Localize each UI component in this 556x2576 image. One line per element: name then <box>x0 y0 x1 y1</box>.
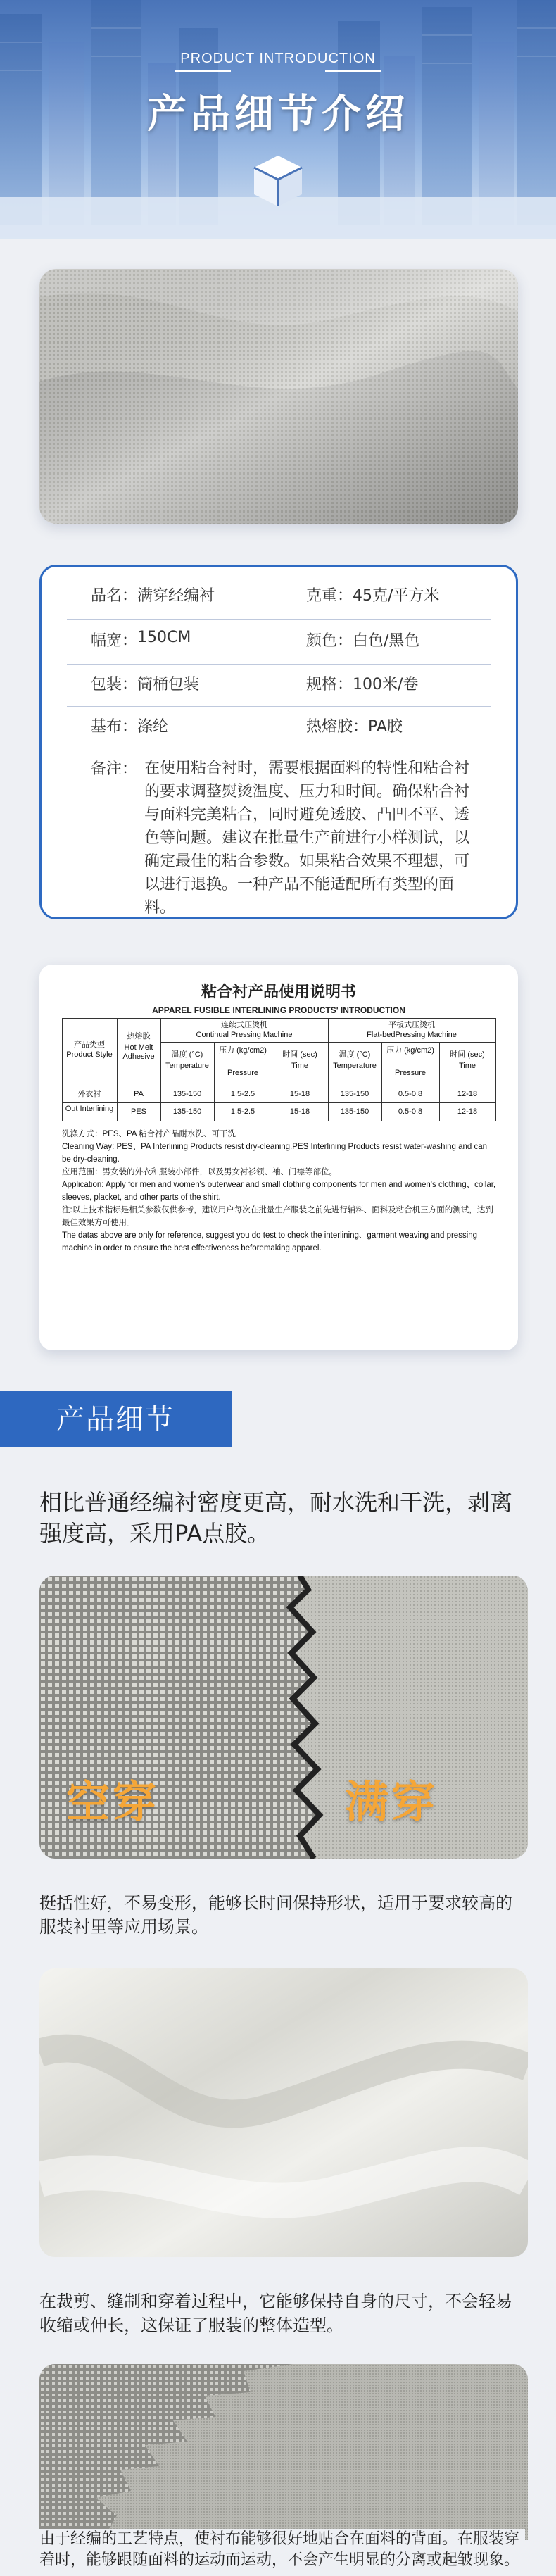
cell: 15-18 <box>289 1107 310 1116</box>
spec-label: 基布： <box>91 718 138 736</box>
th-sub: 压力 (kg/cm2) <box>386 1046 434 1055</box>
spec-label: 颜色： <box>306 632 353 650</box>
th-sub: 温度 (°C) <box>171 1050 203 1059</box>
spec-label: 规格： <box>306 676 353 693</box>
hero-subtitle: PRODUCT INTRODUCTION <box>180 51 376 66</box>
spec-value: 筒桶包装 <box>137 676 200 693</box>
caption-fit: 由于经编的工艺特点，使衬布能够很好地贴合在面料的背面。在服装穿着时，能够跟随面料的运动而运动，不会产生明显的分离或起皱现象。 <box>39 2529 525 2571</box>
row-head-en: Out Interlining <box>65 1105 114 1113</box>
caption-stability: 在裁剪、缝制和穿着过程中，它能够保持自身的尺寸，不会轻易收缩或伸长，这保证了服装的整体造型。 <box>39 2292 512 2335</box>
divider <box>67 706 491 707</box>
spec-row <box>42 672 516 703</box>
th-sub-en: Time <box>291 1062 309 1070</box>
spec-value: 150CM <box>137 629 191 646</box>
spec-value: 100米/卷 <box>353 676 419 693</box>
comparison-photo <box>39 1576 528 1859</box>
th-group1-en: Continual Pressing Machine <box>196 1031 293 1039</box>
apply-cn: 应用范围：男女装的外衣和服装小部件，以及男女衬衫领、袖、门襟等部位。 <box>62 1168 337 1176</box>
th-adhesive-en: Hot Melt Adhesive <box>122 1043 155 1061</box>
cell: 1.5-2.5 <box>230 1107 255 1116</box>
cell: 0.5-0.8 <box>398 1107 423 1116</box>
th-adhesive-cn: 热熔胶 <box>127 1032 151 1041</box>
row-head-cn: 外衣衬 <box>77 1090 101 1098</box>
note-text: 在使用粘合衬时，需要根据面料的特性和粘合衬的要求调整熨烫温度、压力和时间。确保粘合衬与面料完美粘合，同时避免透胶、凸凹不平、透色等问题。建议在批量生产前进行小样测试，以确定最佳的粘合参数。如果粘合效果不理想，可以进行退换。一种产品不能适配所有类型的面料。 <box>144 760 470 917</box>
spec-label: 克重： <box>306 587 353 605</box>
hero-rule-left <box>175 70 231 72</box>
spec-label: 包装： <box>91 676 138 693</box>
table-rule <box>160 1042 495 1043</box>
guide-title-en: APPAREL FUSIBLE INTERLINING PRODUCTS' INTRODUCTION <box>152 1005 405 1015</box>
spec-table <box>39 565 518 919</box>
guide-title: 粘合衬产品使用说明书 <box>201 984 356 1001</box>
spec-label: 热熔胶： <box>306 718 369 736</box>
spec-value: 45克/平方米 <box>353 587 440 605</box>
spec-label: 幅宽： <box>91 632 138 650</box>
th-sub-en: Temperature <box>165 1062 209 1070</box>
label-full-weave: 满穿 <box>345 1776 438 1828</box>
cell: 135-150 <box>340 1090 369 1098</box>
hero-title: 产品细节介绍 <box>147 92 409 137</box>
th-sub: 时间 (sec) <box>450 1050 485 1059</box>
th-sub: 压力 (kg/cm2) <box>219 1046 267 1055</box>
th-style-en: Product Style <box>66 1050 113 1059</box>
guide-notes <box>62 1128 498 1255</box>
table-rule <box>62 1102 495 1103</box>
th-style-cn: 产品类型 <box>74 1041 105 1049</box>
th-group1-cn: 连续式压烫机 <box>221 1021 267 1029</box>
divider <box>67 664 491 665</box>
cell: 12-18 <box>457 1090 478 1098</box>
wash-en: Cleaning Way: PES、PA Interlining Products resist dry-cleaning.PES Interlining Products resist water-washing and can be dry-cleaning. <box>62 1143 488 1164</box>
wash-cn: 洗涤方式：PES、PA 粘合衬产品耐水洗、可干洗 <box>62 1130 236 1138</box>
cell: 1.5-2.5 <box>230 1090 255 1098</box>
apply-en: Application: Apply for men and women's outerwear and small clothing components for men and women's clothing、collar, sleeves, placket, and other parts of the shirt. <box>62 1181 496 1202</box>
section-title: 产品细节 <box>0 1391 232 1447</box>
section-intro: 相比普通经编衬密度更高，耐水洗和干洗，剥离强度高，采用PA点胶。 <box>39 1489 513 1547</box>
cell: 15-18 <box>289 1090 310 1098</box>
spec-value: 满穿经编衬 <box>137 587 215 605</box>
cell: 135-150 <box>172 1107 202 1116</box>
spec-row <box>42 715 516 746</box>
usage-instructions <box>39 965 518 1350</box>
spec-value: PA胶 <box>368 718 403 736</box>
caution-cn: 注:以上技术指标是相关参数仅供参考，建议用户每次在批量生产服装之前先进行辅料、面料及粘合机三方面的测试，达到最佳效果方可使用。 <box>62 1206 493 1227</box>
th-sub-en: Time <box>458 1062 476 1070</box>
th-sub-en: Pressure <box>394 1069 427 1077</box>
hero-rule-right <box>325 70 381 72</box>
th-group2-cn: 平板式压烫机 <box>388 1021 435 1029</box>
spec-value: 涤纶 <box>137 718 169 736</box>
spec-label: 品名： <box>91 587 138 605</box>
th-group2-en: Flat-bedPressing Machine <box>367 1031 457 1039</box>
cell-adhesive: PES <box>130 1107 146 1116</box>
cell: 135-150 <box>172 1090 202 1098</box>
th-sub-en: Pressure <box>227 1069 259 1077</box>
th-sub: 时间 (sec) <box>282 1050 317 1059</box>
th-sub: 温度 (°C) <box>339 1050 371 1059</box>
fabric-photo-edge <box>39 2364 528 2540</box>
th-sub-en: Temperature <box>333 1062 377 1070</box>
fabric-photo-main <box>39 269 518 524</box>
cell-adhesive: PA <box>134 1090 144 1098</box>
divider <box>67 619 491 620</box>
note-label: 备注： <box>91 760 138 778</box>
hero-banner <box>0 0 556 239</box>
cell: 0.5-0.8 <box>398 1090 423 1098</box>
cell: 135-150 <box>340 1107 369 1116</box>
cell: 12-18 <box>457 1107 478 1116</box>
spec-row <box>42 584 516 615</box>
fabric-photo-drape <box>39 1968 528 2257</box>
caption-stiffness: 挺括性好，不易变形，能够长时间保持形状，适用于要求较高的服装衬里等应用场景。 <box>39 1893 512 1937</box>
spec-row <box>42 629 516 660</box>
caution-en: The datas above are only for reference, suggest you do test to check the interlining、garment weaving and pressing machine in order to ensure the best effectiveness beforemaking apparel. <box>62 1231 478 1252</box>
table-rule <box>62 1018 495 1019</box>
table-rule <box>495 1018 496 1121</box>
label-open-weave: 空穿 <box>66 1776 160 1828</box>
spec-value: 白色/黑色 <box>353 632 420 650</box>
